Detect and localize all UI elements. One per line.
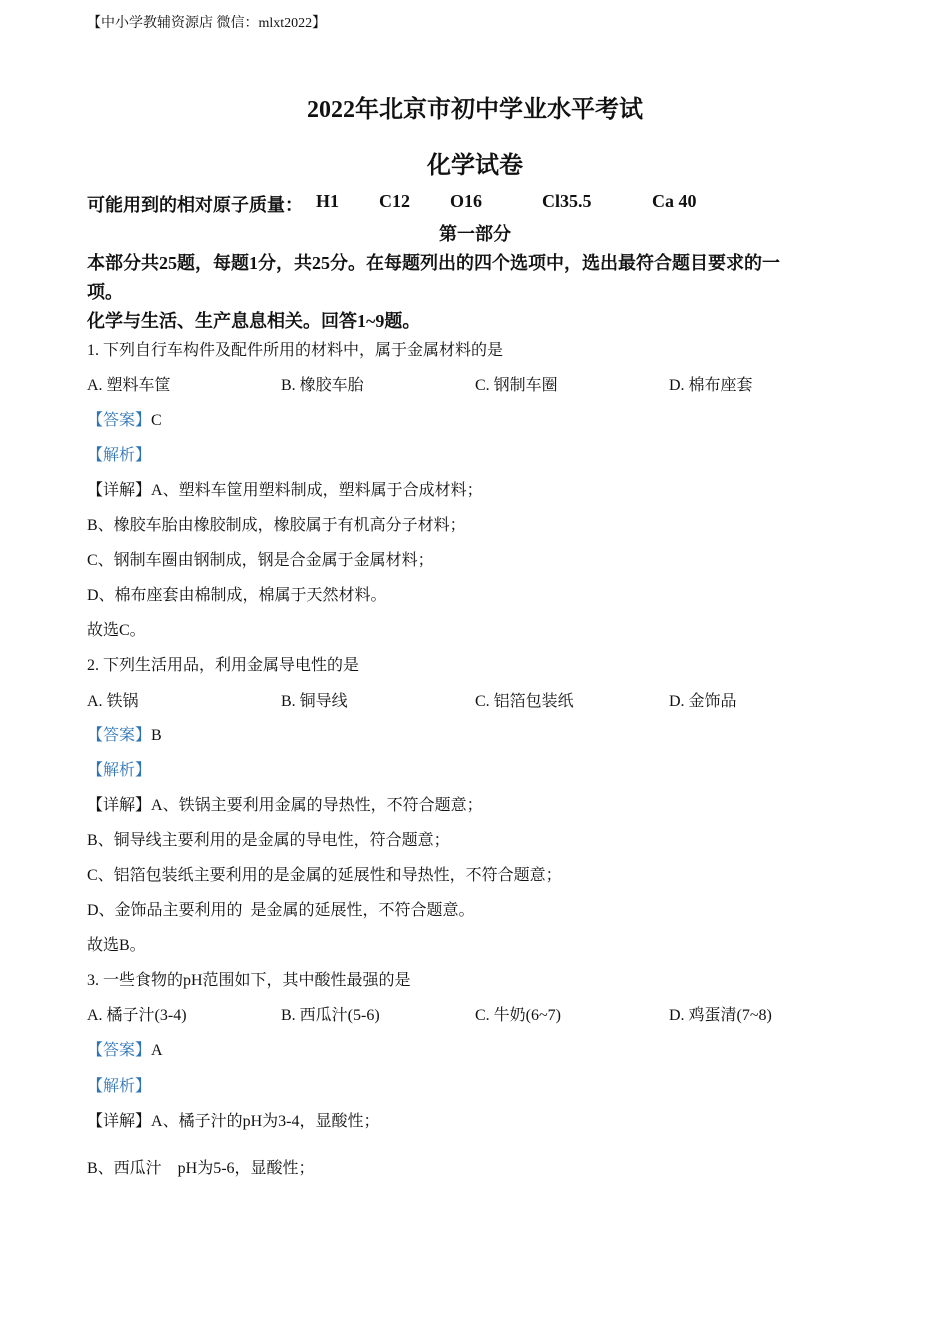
atomic-mass-cl: Cl35.5 <box>542 191 592 211</box>
detail-label: 【详解】 <box>87 482 152 499</box>
question-2-option-c: C. 铝箔包装纸 <box>475 693 574 710</box>
question-3-stem: 3. 一些食物的pH范围如下，其中酸性最强的是 <box>87 972 411 989</box>
atomic-mass-line <box>87 191 303 217</box>
answer-label: 【答案】 <box>87 727 152 744</box>
question-1-conclusion: 故选C。 <box>87 622 146 639</box>
detail-text: A、塑料车筐用塑料制成，塑料属于合成材料； <box>151 482 483 499</box>
answer-label: 【答案】 <box>87 412 152 429</box>
question-2-analysis-label: 【解析】 <box>87 762 152 779</box>
question-2-answer <box>87 722 162 745</box>
question-2-detail-1 <box>87 792 483 815</box>
atomic-mass-h: H1 <box>316 191 340 211</box>
instructions-line-2: 项。 <box>87 282 123 302</box>
question-3-option-c: C. 牛奶(6~7) <box>475 1007 561 1024</box>
detail-label: 【详解】 <box>87 1113 152 1130</box>
question-3-option-d: D. 鸡蛋清(7~8) <box>669 1007 772 1024</box>
answer-label: 【答案】 <box>87 1042 152 1059</box>
question-1-option-c: C. 钢制车圈 <box>475 377 558 394</box>
question-1-detail-4: D、棉布座套由棉制成，棉属于天然材料。 <box>87 587 387 604</box>
answer-value: B <box>151 727 162 744</box>
question-2-option-d: D. 金饰品 <box>669 693 737 710</box>
answer-value: C <box>151 412 162 429</box>
question-2-stem: 2. 下列生活用品，利用金属导电性的是 <box>87 657 360 674</box>
question-1-analysis-label: 【解析】 <box>87 447 152 464</box>
question-1-detail-1 <box>87 477 483 500</box>
question-3-detail-2: B、西瓜汁 pH为5-6，显酸性； <box>87 1160 315 1177</box>
question-2-conclusion: 故选B。 <box>87 937 146 954</box>
question-1-stem: 1. 下列自行车构件及配件所用的材料中，属于金属材料的是 <box>87 342 504 359</box>
question-2-detail-4: D、金饰品主要利用的 是金属的延展性，不符合题意。 <box>87 902 475 919</box>
question-1-detail-2: B、橡胶车胎由橡胶制成，橡胶属于有机高分子材料； <box>87 517 466 534</box>
question-3-detail-1 <box>87 1108 379 1131</box>
part-title: 第一部分 <box>439 224 511 244</box>
question-3-analysis-label: 【解析】 <box>87 1078 152 1095</box>
question-2-option-a: A. 铁锅 <box>87 693 139 710</box>
detail-text: A、橘子汁的pH为3-4，显酸性； <box>151 1113 380 1130</box>
detail-label: 【详解】 <box>87 797 152 814</box>
atomic-mass-label: 可能用到的相对原子质量： <box>87 195 303 215</box>
question-3-option-a: A. 橘子汁(3-4) <box>87 1007 187 1024</box>
question-1-option-d: D. 棉布座套 <box>669 377 753 394</box>
atomic-mass-c: C12 <box>379 191 410 211</box>
detail-text: A、铁锅主要利用金属的导热性，不符合题意； <box>151 797 483 814</box>
exam-subtitle: 化学试卷 <box>427 153 523 179</box>
question-3-answer <box>87 1037 163 1060</box>
question-3-option-b: B. 西瓜汁(5-6) <box>281 1007 380 1024</box>
atomic-mass-o: O16 <box>450 191 483 211</box>
question-2-option-b: B. 铜导线 <box>281 693 348 710</box>
question-1-option-b: B. 橡胶车胎 <box>281 377 364 394</box>
question-1-answer <box>87 407 162 430</box>
question-2-detail-3: C、铝箔包装纸主要利用的是金属的延展性和导热性，不符合题意； <box>87 867 562 884</box>
exam-title: 2022年北京市初中学业水平考试 <box>307 97 643 123</box>
atomic-mass-ca: Ca 40 <box>652 191 697 211</box>
page-header: 【中小学教辅资源店 微信：mlxt2022】 <box>87 16 327 31</box>
answer-value: A <box>151 1042 163 1059</box>
question-1-detail-3: C、钢制车圈由钢制成，钢是合金属于金属材料； <box>87 552 434 569</box>
instructions-line-1: 本部分共25题，每题1分，共25分。在每题列出的四个选项中，选出最符合题目要求的一 <box>87 253 780 273</box>
question-1-option-a: A. 塑料车筐 <box>87 377 171 394</box>
section-intro: 化学与生活、生产息息相关。回答1~9题。 <box>87 311 421 331</box>
question-2-detail-2: B、铜导线主要利用的是金属的导电性，符合题意； <box>87 832 450 849</box>
